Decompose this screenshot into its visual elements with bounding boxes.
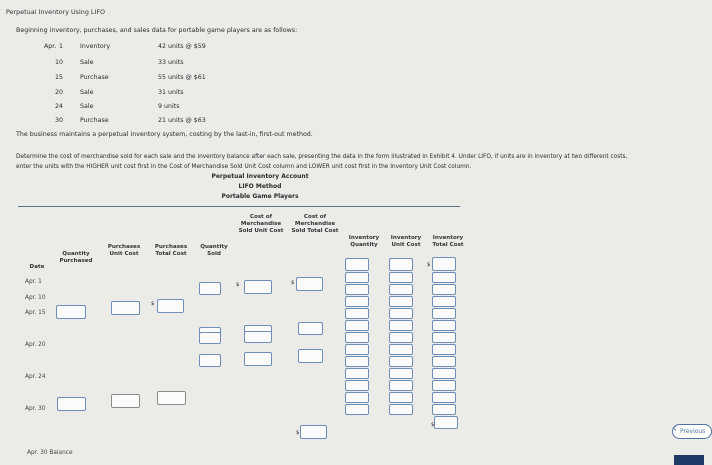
header-inventory-total-cost: Inventory Total Cost: [432, 235, 464, 248]
txn-day: 30: [55, 117, 64, 124]
inventory-total-balance-input[interactable]: [434, 416, 458, 429]
txn-type: Inventory: [80, 43, 111, 50]
txn-detail: 42 units @ $59: [158, 43, 206, 50]
txn-day: 15: [55, 74, 64, 81]
inventory-unit-cost-input[interactable]: [389, 308, 413, 319]
inventory-unit-cost-input[interactable]: [389, 344, 413, 355]
business-note: The business maintains a perpetual inventory system, costing by the last-in, first-out method.: [16, 131, 313, 138]
inventory-unit-cost-input[interactable]: [389, 392, 413, 403]
inventory-total-cost-input[interactable]: [432, 404, 456, 415]
txn-detail: 9 units: [158, 103, 180, 110]
purchases-unit-cost-input[interactable]: [111, 301, 140, 315]
currency-symbol: $: [291, 280, 295, 286]
purchases-total-cost-input[interactable]: [157, 391, 186, 405]
header-date: Date: [29, 264, 45, 270]
txn-detail: 33 units: [158, 59, 184, 66]
quantity-purchased-input[interactable]: [56, 305, 86, 319]
txn-day: 24: [55, 103, 64, 110]
previous-button[interactable]: [672, 421, 712, 439]
txn-month: Apr.: [44, 43, 57, 50]
table-top-divider: [18, 206, 460, 207]
inventory-total-cost-input[interactable]: [432, 392, 456, 403]
header-quantity-purchased: Quantity Purchased: [59, 251, 93, 264]
inventory-quantity-input[interactable]: [345, 332, 369, 343]
inventory-total-cost-input[interactable]: [432, 380, 456, 391]
txn-type: Purchase: [80, 74, 109, 81]
cms-unit-cost-input[interactable]: [244, 280, 272, 294]
header-cms-total-cost: Cost of Merchandise Sold Total Cost: [291, 214, 339, 234]
header-inventory-unit-cost: Inventory Unit Cost: [390, 235, 422, 248]
txn-day: 20: [55, 89, 64, 96]
header-purchases-total-cost: Purchases Total Cost: [154, 244, 188, 257]
currency-symbol: $: [427, 262, 431, 268]
inventory-quantity-input[interactable]: [345, 392, 369, 403]
inventory-unit-cost-input[interactable]: [389, 404, 413, 415]
qty-sold-input[interactable]: [199, 332, 221, 344]
txn-type: Sale: [80, 59, 94, 66]
inventory-quantity-input[interactable]: [345, 258, 369, 271]
inventory-total-cost-input[interactable]: [432, 332, 456, 343]
qty-sold-input[interactable]: [199, 354, 221, 367]
row-label-apr-20: Apr. 20: [25, 342, 46, 348]
txn-detail: 21 units @ $63: [158, 117, 206, 124]
cms-unit-cost-input[interactable]: [244, 331, 272, 343]
inventory-unit-cost-input[interactable]: [389, 356, 413, 367]
inventory-unit-cost-input[interactable]: [389, 272, 413, 283]
txn-type: Sale: [80, 103, 94, 110]
currency-symbol: $: [296, 430, 300, 436]
inventory-unit-cost-input[interactable]: [389, 284, 413, 295]
inventory-total-cost-input[interactable]: [432, 368, 456, 379]
cms-total-balance-input[interactable]: [300, 425, 327, 439]
txn-day: 10: [55, 59, 64, 66]
purchases-total-cost-input[interactable]: [157, 299, 184, 313]
problem-title: Perpetual Inventory Using LIFO: [6, 8, 106, 16]
instruction-line-1: Determine the cost of merchandise sold for each sale and the inventory balance after each sale, presenting the data in the form illustrated in Exhibit 4. Under LIFO, if units are in inventory at two different costs,: [16, 154, 628, 160]
row-label-apr-24: Apr. 24: [25, 374, 46, 380]
next-button-edge[interactable]: [674, 455, 704, 465]
inventory-quantity-input[interactable]: [345, 368, 369, 379]
inventory-unit-cost-input[interactable]: [389, 368, 413, 379]
inventory-quantity-input[interactable]: [345, 284, 369, 295]
cms-total-cost-input[interactable]: [298, 349, 323, 363]
instruction-line-2: enter the units with the HIGHER unit cost first in the Cost of Merchandise Sold Unit Cost column and LOWER unit cost first in the Inventory Unit Cost column.: [16, 164, 472, 170]
currency-symbol: $: [236, 282, 240, 288]
inventory-total-cost-input[interactable]: [432, 356, 456, 367]
inventory-quantity-input[interactable]: [345, 380, 369, 391]
inventory-total-cost-input[interactable]: [432, 320, 456, 331]
currency-symbol: $: [431, 422, 435, 428]
quantity-purchased-input[interactable]: [57, 397, 86, 411]
row-label-apr-15: Apr. 15: [25, 310, 46, 316]
purchases-unit-cost-input[interactable]: [111, 394, 140, 408]
inventory-quantity-input[interactable]: [345, 320, 369, 331]
inventory-quantity-input[interactable]: [345, 272, 369, 283]
account-item: Portable Game Players: [221, 193, 299, 200]
inventory-unit-cost-input[interactable]: [389, 380, 413, 391]
row-label-apr-30-balance: Apr. 30 Balance: [27, 450, 73, 456]
account-title: Perpetual Inventory Account: [211, 173, 309, 180]
header-cms-unit-cost: Cost of Merchandise Sold Unit Cost: [238, 214, 284, 234]
qty-sold-input[interactable]: [199, 282, 221, 295]
inventory-unit-cost-input[interactable]: [389, 258, 413, 271]
inventory-unit-cost-input[interactable]: [389, 296, 413, 307]
inventory-quantity-input[interactable]: [345, 404, 369, 415]
inventory-quantity-input[interactable]: [345, 308, 369, 319]
inventory-total-cost-input[interactable]: [432, 257, 456, 271]
inventory-unit-cost-input[interactable]: [389, 320, 413, 331]
header-purchases-unit-cost: Purchases Unit Cost: [107, 244, 141, 257]
inventory-total-cost-input[interactable]: [432, 272, 456, 283]
row-label-apr-30: Apr. 30: [25, 406, 46, 412]
inventory-unit-cost-input[interactable]: [389, 332, 413, 343]
inventory-total-cost-input[interactable]: [432, 308, 456, 319]
inventory-quantity-input[interactable]: [345, 356, 369, 367]
cms-total-cost-input[interactable]: [298, 322, 323, 335]
txn-type: Sale: [80, 89, 94, 96]
txn-day: 1: [59, 43, 64, 50]
txn-detail: 55 units @ $61: [158, 74, 206, 81]
row-label-apr-1: Apr. 1: [25, 279, 42, 285]
intro-text: Beginning inventory, purchases, and sales data for portable game players are as follows:: [16, 27, 298, 34]
inventory-total-cost-input[interactable]: [432, 296, 456, 307]
chevron-left-icon: ‹: [672, 421, 678, 436]
inventory-total-cost-input[interactable]: [432, 344, 456, 355]
account-method: LIFO Method: [238, 183, 282, 190]
txn-type: Purchase: [80, 117, 109, 124]
cms-unit-cost-input[interactable]: [244, 352, 272, 366]
inventory-quantity-input[interactable]: [345, 296, 369, 307]
previous-button-label: Previous: [680, 428, 706, 435]
cms-total-cost-input[interactable]: [296, 277, 323, 291]
row-label-apr-10: Apr. 10: [25, 295, 46, 301]
currency-symbol: $: [151, 301, 155, 307]
header-inventory-quantity: Inventory Quantity: [348, 235, 380, 248]
header-quantity-sold: Quantity Sold: [200, 244, 228, 257]
txn-detail: 31 units: [158, 89, 184, 96]
inventory-quantity-input[interactable]: [345, 344, 369, 355]
inventory-total-cost-input[interactable]: [432, 284, 456, 295]
